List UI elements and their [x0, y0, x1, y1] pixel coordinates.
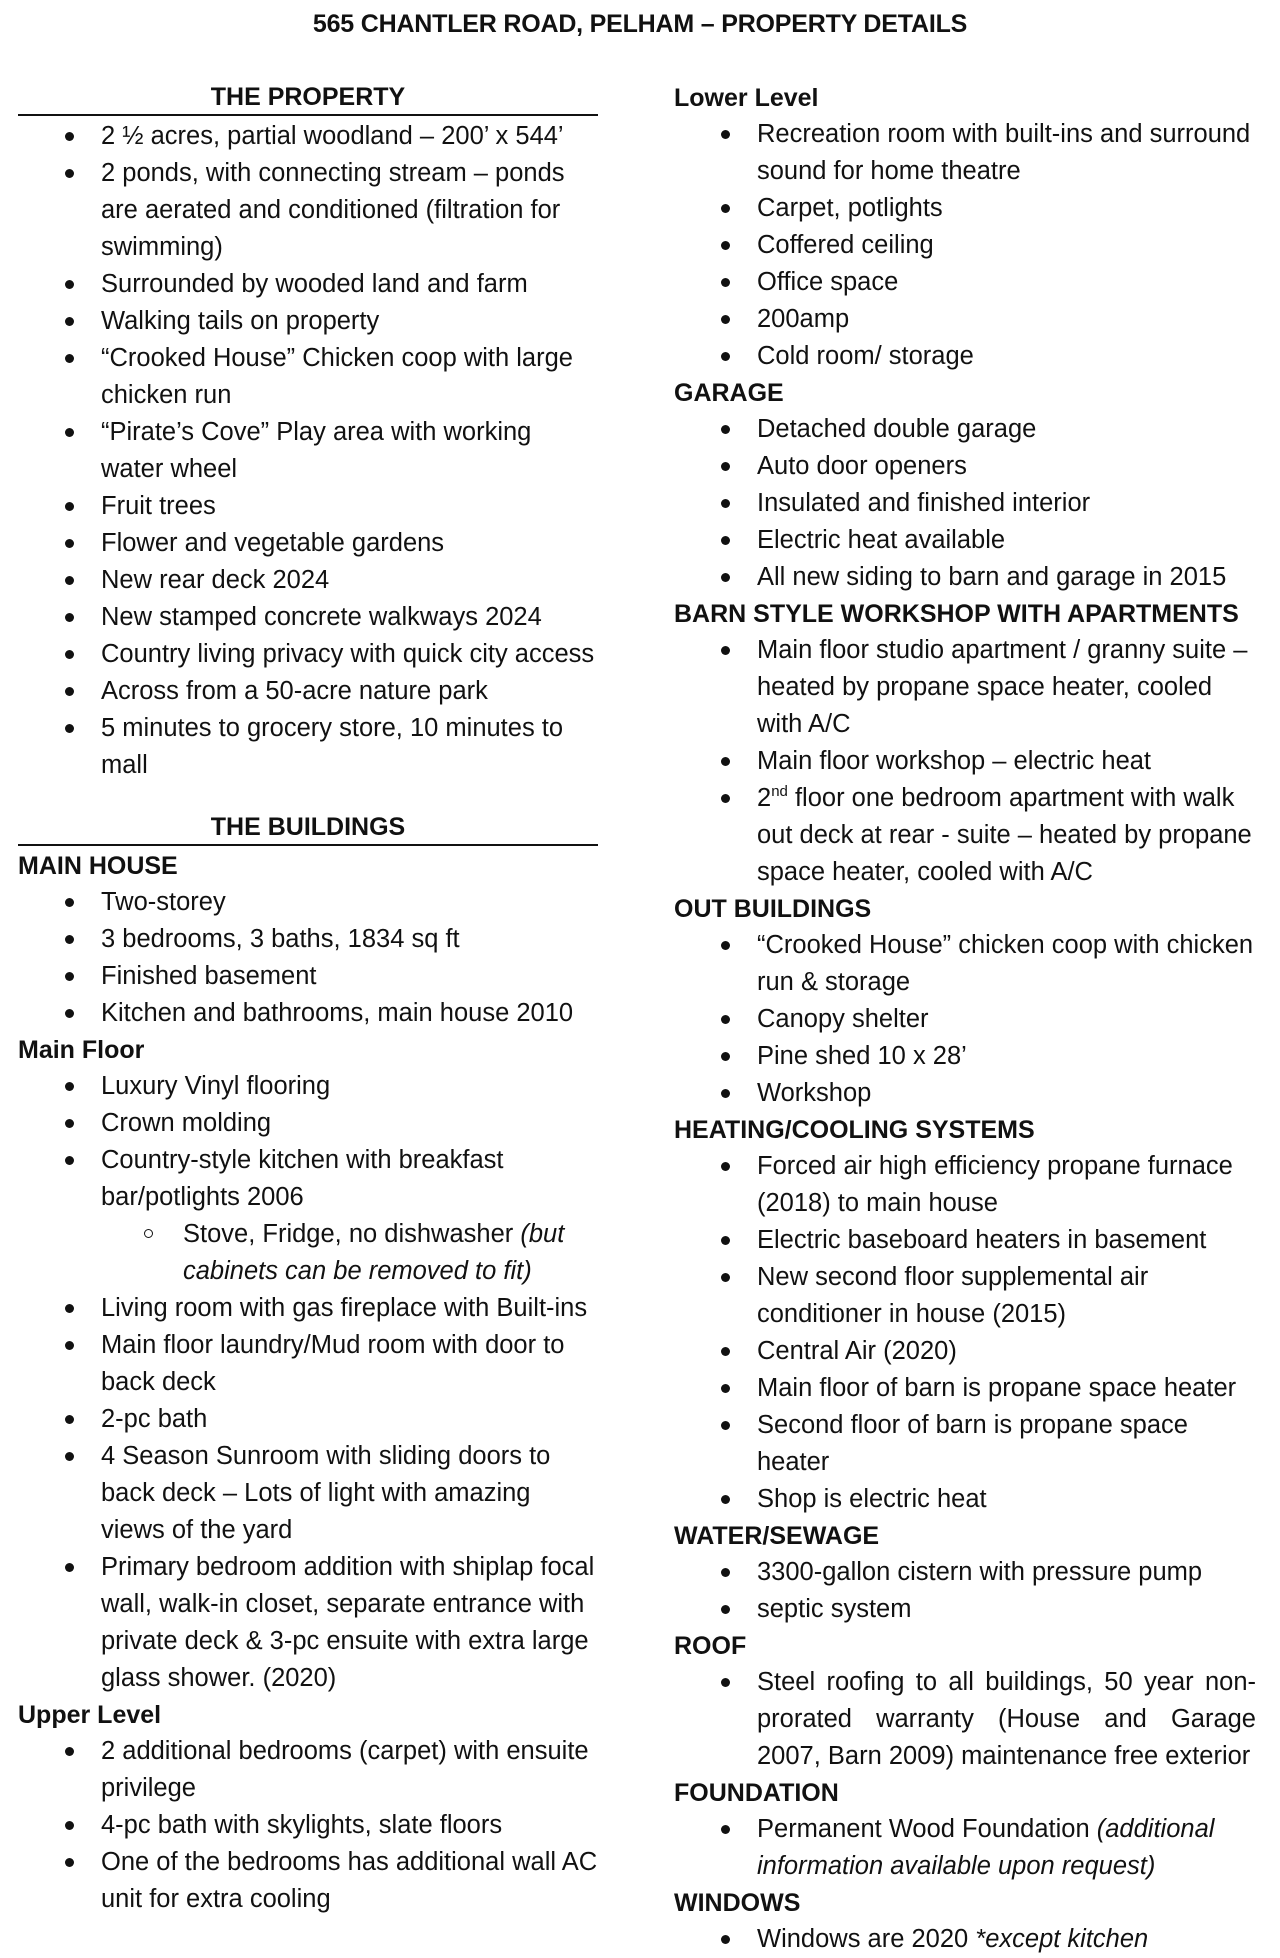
list-item: Living room with gas fireplace with Built-ins [18, 1290, 598, 1327]
list-item: “Crooked House” chicken coop with chicken run & storage [674, 927, 1256, 1001]
list-item: Electric heat available [674, 522, 1256, 559]
page-title: 565 CHANTLER ROAD, PELHAM – PROPERTY DETAILS [312, 10, 968, 38]
list-item: 2 ½ acres, partial woodland – 200’ x 544’ [18, 118, 598, 155]
foundation-list [674, 1811, 1256, 1885]
list-item: 200amp [674, 301, 1256, 338]
heading-main-house: MAIN HOUSE [18, 852, 178, 880]
list-item: 3 bedrooms, 3 baths, 1834 sq ft [18, 921, 598, 958]
list-item: Electric baseboard heaters in basement [674, 1222, 1256, 1259]
list-item: Coffered ceiling [674, 227, 1256, 264]
list-item: Shop is electric heat [674, 1481, 1256, 1518]
windows-note: *except kitchen [975, 1925, 1149, 1953]
garage-list [674, 411, 1256, 596]
property-list [18, 118, 598, 784]
list-item: Auto door openers [674, 448, 1256, 485]
list-item: 4 Season Sunroom with sliding doors to back deck – Lots of light with amazing views of the yard [18, 1438, 598, 1549]
list-item: “Pirate’s Cove” Play area with working water wheel [18, 414, 598, 488]
windows-list [674, 1921, 1256, 1958]
list-item: Carpet, potlights [674, 190, 1256, 227]
list-item: Insulated and finished interior [674, 485, 1256, 522]
list-item: Two-storey [18, 884, 598, 921]
list-item: 3300-gallon cistern with pressure pump [674, 1554, 1256, 1591]
list-item: Luxury Vinyl flooring [18, 1068, 598, 1105]
section-title-buildings: THE BUILDINGS [18, 810, 598, 846]
left-column [18, 80, 598, 1918]
list-item: Main floor laundry/Mud room with door to back deck [18, 1327, 598, 1401]
heading-heating-cooling: HEATING/COOLING SYSTEMS [674, 1116, 1035, 1144]
out-buildings-list [674, 927, 1256, 1112]
list-item: Cold room/ storage [674, 338, 1256, 375]
list-item: Flower and vegetable gardens [18, 525, 598, 562]
list-item: Main floor workshop – electric heat [674, 743, 1256, 780]
right-column [674, 80, 1256, 1958]
list-item: Canopy shelter [674, 1001, 1256, 1038]
heading-upper-level: Upper Level [18, 1701, 162, 1729]
foundation-text: Permanent Wood Foundation [757, 1815, 1097, 1843]
heading-barn-workshop: BARN STYLE WORKSHOP WITH APARTMENTS [674, 600, 1239, 628]
list-item: 2 additional bedrooms (carpet) with ensuite privilege [18, 1733, 598, 1807]
list-item: septic system [674, 1591, 1256, 1628]
list-item: Workshop [674, 1075, 1256, 1112]
list-item: 2 ponds, with connecting stream – ponds are aerated and conditioned (filtration for swimming) [18, 155, 598, 266]
list-item: Pine shed 10 x 28’ [674, 1038, 1256, 1075]
list-item: Forced air high efficiency propane furnace (2018) to main house [674, 1148, 1256, 1222]
list-item: Walking tails on property [18, 303, 598, 340]
lower-level-list [674, 116, 1256, 375]
foundation-note: (additional information available upon request) [757, 1815, 1215, 1880]
list-item [674, 1921, 1256, 1958]
list-item: Steel roofing to all buildings, 50 year non-prorated warranty (House and Garage 2007, Barn 2009) maintenance free exterior [674, 1664, 1256, 1775]
list-item: Office space [674, 264, 1256, 301]
list-item: One of the bedrooms has additional wall AC unit for extra cooling [18, 1844, 598, 1918]
list-item: New second floor supplemental air conditioner in house (2015) [674, 1259, 1256, 1333]
heading-foundation: FOUNDATION [674, 1779, 839, 1807]
list-item: New stamped concrete walkways 2024 [18, 599, 598, 636]
sub-item-text: Stove, Fridge, no dishwasher [183, 1220, 521, 1248]
section-title-property: THE PROPERTY [18, 80, 598, 116]
list-item: “Crooked House” Chicken coop with large chicken run [18, 340, 598, 414]
heading-out-buildings: OUT BUILDINGS [674, 895, 872, 923]
list-item: Central Air (2020) [674, 1333, 1256, 1370]
heading-water-sewage: WATER/SEWAGE [674, 1522, 880, 1550]
upper-level-list [18, 1733, 598, 1918]
list-item: Main floor studio apartment / granny suite – heated by propane space heater, cooled with A/C [674, 632, 1256, 743]
list-item: 4-pc bath with skylights, slate floors [18, 1807, 598, 1844]
heading-main-floor: Main Floor [18, 1036, 145, 1064]
list-item: All new siding to barn and garage in 2015 [674, 559, 1256, 596]
list-item: Second floor of barn is propane space heater [674, 1407, 1256, 1481]
heating-cooling-list [674, 1148, 1256, 1518]
list-item: 5 minutes to grocery store, 10 minutes to mall [18, 710, 598, 784]
sub-item-note: (but cabinets can be removed to fit) [183, 1220, 565, 1285]
apartment-description: floor one bedroom apartment with walk out deck at rear - suite – heated by propane space heater, cooled with A/C [757, 784, 1252, 886]
list-item: Detached double garage [674, 411, 1256, 448]
list-item: Country-style kitchen with breakfast bar/potlights 2006 [18, 1142, 598, 1216]
roof-list [674, 1664, 1256, 1775]
ordinal-suffix: nd [771, 783, 788, 800]
list-item: Kitchen and bathrooms, main house 2010 [18, 995, 598, 1032]
spacer [18, 784, 598, 810]
main-floor-list [18, 1068, 598, 1697]
floor-number: 2 [757, 784, 772, 812]
heading-garage: GARAGE [674, 379, 784, 407]
main-house-list [18, 884, 598, 1032]
heading-lower-level: Lower Level [674, 84, 819, 112]
list-item: 2-pc bath [18, 1401, 598, 1438]
list-item: Main floor of barn is propane space heater [674, 1370, 1256, 1407]
heading-windows: WINDOWS [674, 1889, 801, 1917]
list-item: Across from a 50-acre nature park [18, 673, 598, 710]
list-item: Country living privacy with quick city access [18, 636, 598, 673]
sub-list-item [18, 1216, 598, 1290]
list-item: Recreation room with built-ins and surround sound for home theatre [674, 116, 1256, 190]
list-item [674, 780, 1256, 891]
list-item: New rear deck 2024 [18, 562, 598, 599]
list-item: Crown molding [18, 1105, 598, 1142]
windows-text: Windows are 2020 [757, 1925, 976, 1953]
water-sewage-list [674, 1554, 1256, 1628]
list-item [674, 1811, 1256, 1885]
list-item: Finished basement [18, 958, 598, 995]
list-item: Primary bedroom addition with shiplap focal wall, walk-in closet, separate entrance with private deck & 3-pc ensuite with extra large glass shower. (2020) [18, 1549, 598, 1697]
list-item: Surrounded by wooded land and farm [18, 266, 598, 303]
heading-roof: ROOF [674, 1632, 747, 1660]
barn-list [674, 632, 1256, 891]
list-item: Fruit trees [18, 488, 598, 525]
